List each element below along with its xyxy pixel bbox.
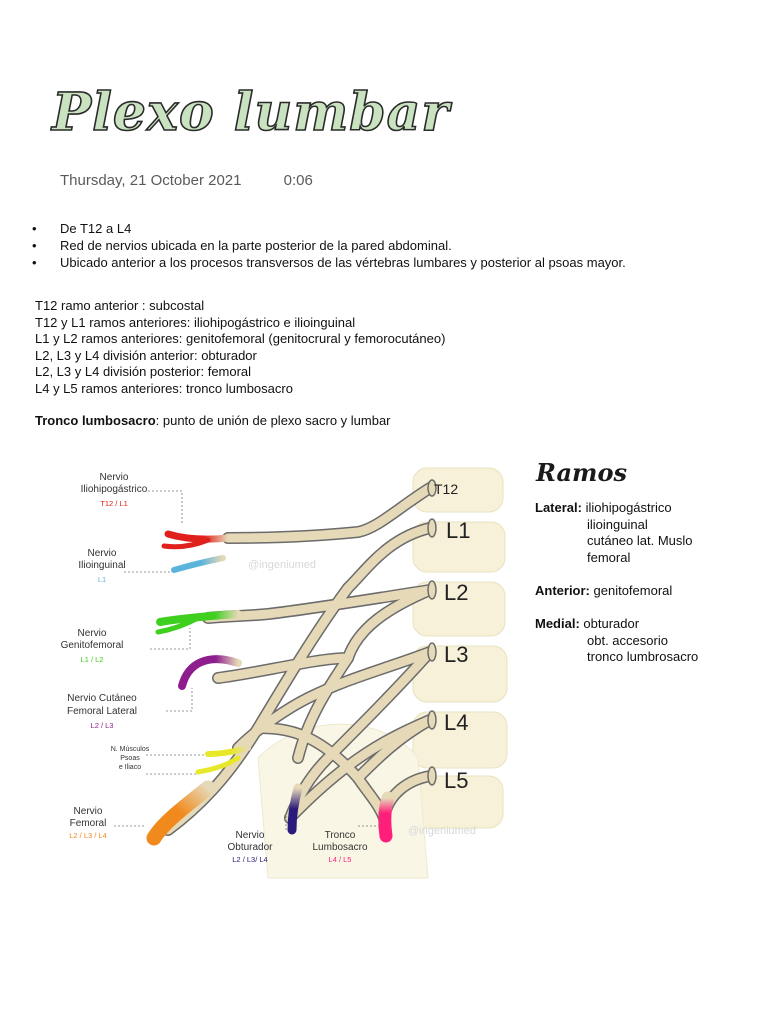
ramos-anterior-item: genitofemoral [593, 582, 673, 598]
ramos-medial-item: obturador [583, 616, 640, 632]
roots-iliohypogastric: T12 / L1 [100, 499, 128, 508]
roots-obturator: L2 / L3/ L4 [232, 855, 268, 864]
nerve-ilioinguinal [174, 558, 223, 570]
svg-text:Femoral: Femoral [69, 818, 107, 829]
svg-text:Iliohipogástrico: Iliohipogástrico [80, 484, 148, 495]
vertebra-label-l5: L5 [444, 768, 469, 793]
roots-genitofemoral: L1 / L2 [80, 655, 104, 664]
ramos-medial-item: tronco lumbrosacro [587, 649, 699, 665]
svg-text:Tronco: Tronco [324, 830, 356, 841]
branch-line: L4 y L5 ramos anteriores: tronco lumbosacro [35, 380, 293, 396]
branch-line: T12 y L1 ramos anteriores: iliohipogástrico e ilioinguinal [35, 314, 356, 330]
label-lateral-femoral-cutaneous [67, 693, 137, 730]
ramos-lateral-item: iliohipogástrico [585, 500, 672, 515]
branch-line: L1 y L2 ramos anteriores: genitofemoral (genitocrural y femorocutáneo) [35, 331, 446, 347]
vertebra-label-l3: L3 [444, 642, 469, 667]
bullet-item: • Red de nervios ubicada en la parte posterior de la pared abdominal. [32, 237, 626, 254]
tronco-text: : punto de unión de plexo sacro y lumbar [155, 413, 391, 428]
roots-ilioinguinal: L1 [97, 575, 107, 584]
note-date: Thursday, 21 October 2021 [60, 172, 242, 189]
svg-text:Genitofemoral: Genitofemoral [60, 640, 124, 651]
nerve-femoral [154, 788, 208, 838]
ramos-lateral-label: Lateral: [535, 500, 582, 515]
lumbar-plexus-diagram [58, 458, 508, 880]
svg-text:Psoas: Psoas [120, 755, 140, 762]
ramos-medial-label: Medial: [535, 616, 580, 632]
svg-text:Lumbosacro: Lumbosacro [312, 842, 368, 853]
label-psoas-iliacus [111, 746, 150, 771]
note-timestamp [60, 172, 313, 189]
label-iliohypogastric [81, 472, 148, 508]
ramos-medial-item: obt. accesorio [587, 632, 668, 648]
svg-text:e Iliaco: e Iliaco [118, 764, 142, 771]
nerve-iliohypogastric [168, 534, 228, 539]
vertebra-label-l4: L4 [444, 710, 469, 735]
roots-lateral-femoral-cutaneous: L2 / L3 [90, 721, 114, 730]
svg-text:Nervio: Nervio [77, 628, 107, 639]
watermark: @ingeniumed [408, 825, 477, 837]
ramos-anterior-label: Anterior: [535, 582, 590, 598]
branch-list [35, 298, 445, 398]
vertebra-label-l2: L2 [444, 580, 469, 605]
svg-text:Nervio Cutáneo: Nervio Cutáneo [67, 693, 137, 704]
label-femoral [69, 806, 107, 840]
svg-text:Nervio: Nervio [99, 472, 129, 483]
watermark: @ingeniumed [248, 559, 317, 571]
note-time: 0:06 [283, 172, 313, 189]
ramos-list [535, 500, 698, 666]
bullet-list [32, 220, 626, 271]
page-title: Plexo lumbar [52, 82, 450, 143]
svg-text:Ilioinguinal: Ilioinguinal [78, 560, 126, 571]
svg-text:Femoral Lateral: Femoral Lateral [66, 706, 138, 717]
nerve-lumbosacral-trunk [385, 798, 388, 836]
roots-femoral: L2 / L3 / L4 [69, 831, 107, 840]
branch-line: T12 ramo anterior : subcostal [35, 298, 205, 313]
vertebra-label-t12: T12 [434, 481, 459, 497]
bullet-item: • Ubicado anterior a los procesos transversos de las vértebras lumbares y posterior al psoas mayor. [32, 254, 626, 271]
svg-text:Obturador: Obturador [227, 842, 273, 853]
ramos-lateral-item: femoral [587, 549, 631, 565]
svg-text:Nervio: Nervio [235, 830, 265, 841]
tronco-label: Tronco lumbosacro [35, 413, 156, 428]
ramos-lateral-item: ilioinguinal [587, 516, 648, 532]
bullet-item: • De T12 a L4 [32, 220, 626, 237]
vertebra-label-l1: L1 [446, 518, 471, 543]
roots-lumbosacral-trunk: L4 / L5 [328, 855, 352, 864]
label-ilioinguinal [78, 548, 125, 584]
tronco-definition [35, 413, 391, 428]
svg-text:N. Músculos: N. Músculos [110, 746, 150, 753]
label-genitofemoral [61, 628, 124, 664]
ramos-lateral-item: cutáneo lat. Muslo [587, 533, 693, 549]
ramos-title: Ramos [536, 458, 627, 487]
branch-line: L2, L3 y L4 división anterior: obturador [35, 347, 257, 363]
branch-line: L2, L3 y L4 división posterior: femoral [35, 364, 252, 380]
svg-text:Nervio: Nervio [73, 806, 103, 817]
svg-text:Nervio: Nervio [87, 548, 117, 559]
